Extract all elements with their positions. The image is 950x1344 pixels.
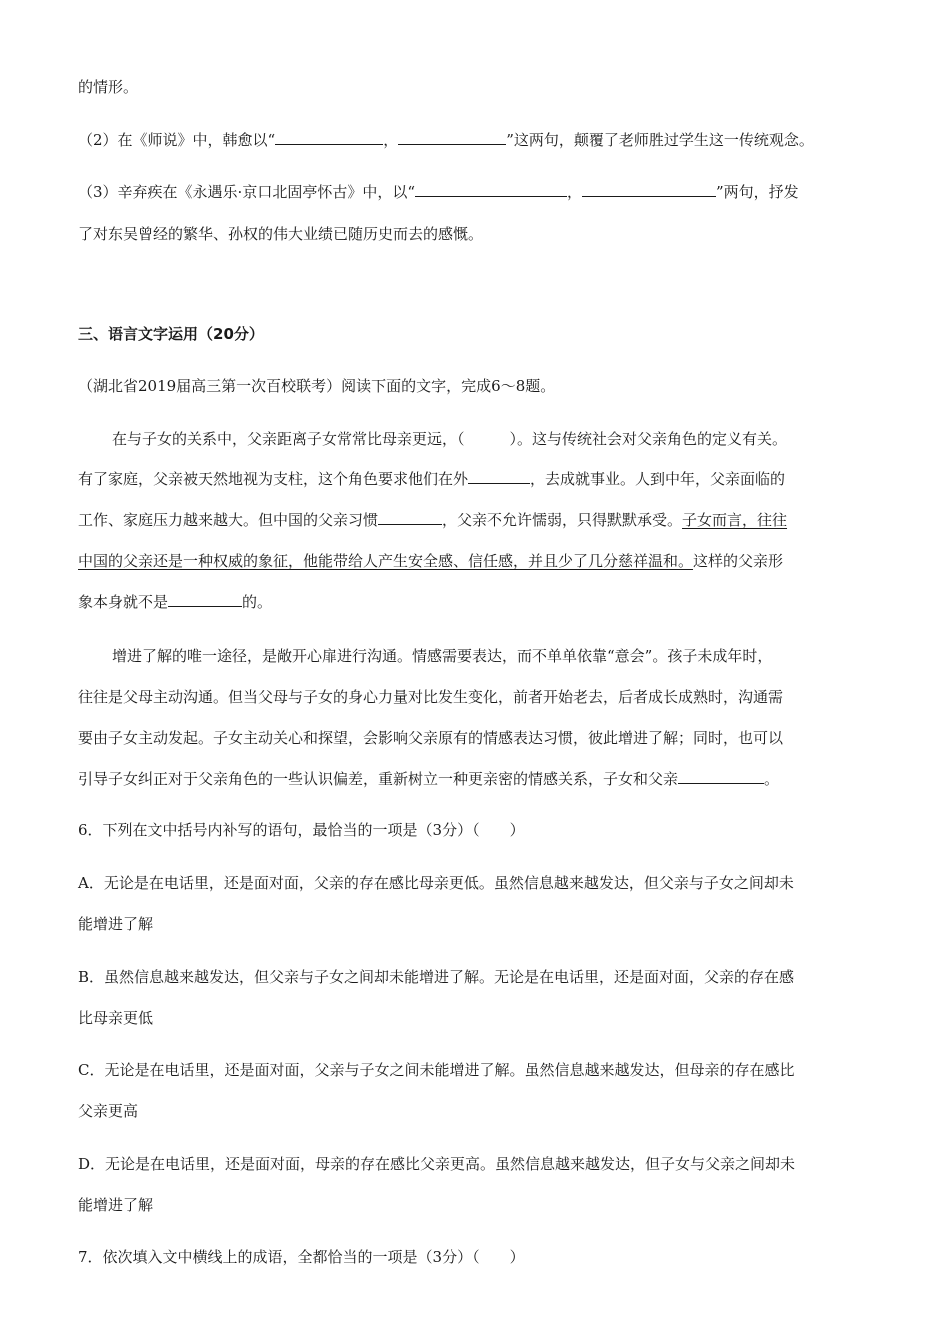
text-span: 。 [764, 770, 780, 788]
passage-line [78, 510, 787, 530]
answer-blank[interactable] [468, 469, 530, 484]
text-line: 了对东吴曾经的繁华、孙权的伟大业绩已随历史而去的感慨。 [78, 225, 484, 243]
question-5-2 [78, 130, 814, 150]
text-span: 的。 [242, 593, 273, 611]
text-span: 这样的父亲形 [693, 552, 784, 570]
underlined-sentence: 中国的父亲还是一种权威的象征，他能带给人产生安全感、信任感，并且少了几分慈祥温和。 [78, 552, 694, 570]
option-c[interactable]: C．无论是在电话里，还是面对面，父亲与子女之间未能增进了解。虽然信息越来越发达，但母亲的存在感比 [78, 1061, 795, 1079]
passage-line [78, 769, 779, 789]
text-span: ，父亲不允许懦弱，只得默默承受。 [442, 511, 683, 529]
underlined-sentence: 子女而言，往往 [682, 511, 788, 529]
text-span: 工作、家庭压力越来越大。但中国的父亲习惯 [78, 511, 379, 529]
passage-source: （湖北省2019届高三第一次百校联考）阅读下面的文字，完成6～8题。 [78, 377, 556, 395]
option-d[interactable]: D．无论是在电话里，还是面对面，母亲的存在感比父亲更高。虽然信息越来越发达，但子女与父亲之间却未 [78, 1155, 796, 1173]
text-span: 有了家庭，父亲被天然地视为支柱，这个角色要求他们在外 [78, 470, 469, 488]
option-b[interactable]: B．虽然信息越来越发达，但父亲与子女之间却未能增进了解。无论是在电话里，还是面对面，父亲的存在感 [78, 968, 795, 986]
passage-line: 要由子女主动发起。子女主动关心和探望，会影响父亲原有的情感表达习惯，彼此增进了解；同时，也可以 [78, 729, 784, 747]
text-line: 的情形。 [78, 78, 139, 96]
passage-line [78, 551, 783, 571]
text-span: （3）辛弃疾在《永遇乐·京口北固亭怀古》中，以“ [78, 183, 415, 201]
section-heading: 三、语言文字运用（20分） [78, 325, 264, 343]
text-span: ”这两句，颠覆了老师胜过学生这一传统观念。 [506, 131, 814, 149]
answer-blank[interactable] [378, 510, 442, 525]
answer-blank[interactable] [415, 182, 567, 197]
option-a-cont[interactable]: 能增进了解 [78, 915, 154, 933]
passage-line: 往往是父母主动沟通。但当父母与子女的身心力量对比发生变化，前者开始老去，后者成长成熟时，沟通需 [78, 688, 784, 706]
answer-blank[interactable] [398, 130, 506, 145]
question-5-3 [78, 182, 799, 202]
option-c-cont[interactable]: 父亲更高 [78, 1102, 139, 1120]
text-span: 象本身就不是 [78, 593, 169, 611]
question-7-stem: 7．依次填入文中横线上的成语，全都恰当的一项是（3分）（ ） [78, 1248, 525, 1266]
text-span: 引导子女纠正对于父亲角色的一些认识偏差，重新树立一种更亲密的情感关系，子女和父亲 [78, 770, 679, 788]
answer-blank[interactable] [582, 182, 716, 197]
answer-blank[interactable] [678, 769, 764, 784]
answer-blank[interactable] [275, 130, 383, 145]
passage-line [78, 592, 272, 612]
text-span: ，去成就事业。人到中年，父亲面临的 [530, 470, 786, 488]
text-span: ”两句，抒发 [716, 183, 799, 201]
text-span: ， [383, 131, 399, 149]
passage-line [78, 469, 785, 489]
passage-line: 在与子女的关系中，父亲距离子女常常比母亲更远，（ ）。这与传统社会对父亲角色的定义有关。 [112, 430, 788, 448]
text-span: （2）在《师说》中，韩愈以“ [78, 131, 276, 149]
text-span: ， [566, 183, 582, 201]
option-b-cont[interactable]: 比母亲更低 [78, 1009, 154, 1027]
option-d-cont[interactable]: 能增进了解 [78, 1196, 154, 1214]
question-6-stem: 6．下列在文中括号内补写的语句，最恰当的一项是（3分）（ ） [78, 821, 525, 839]
answer-blank[interactable] [168, 592, 242, 607]
passage-line: 增进了解的唯一途径，是敞开心扉进行沟通。情感需要表达，而不单单依靠“意会”。孩子未成年时， [112, 647, 773, 665]
option-a[interactable]: A．无论是在电话里，还是面对面，父亲的存在感比母亲更低。虽然信息越来越发达，但父亲与子女之间却未 [78, 874, 794, 892]
